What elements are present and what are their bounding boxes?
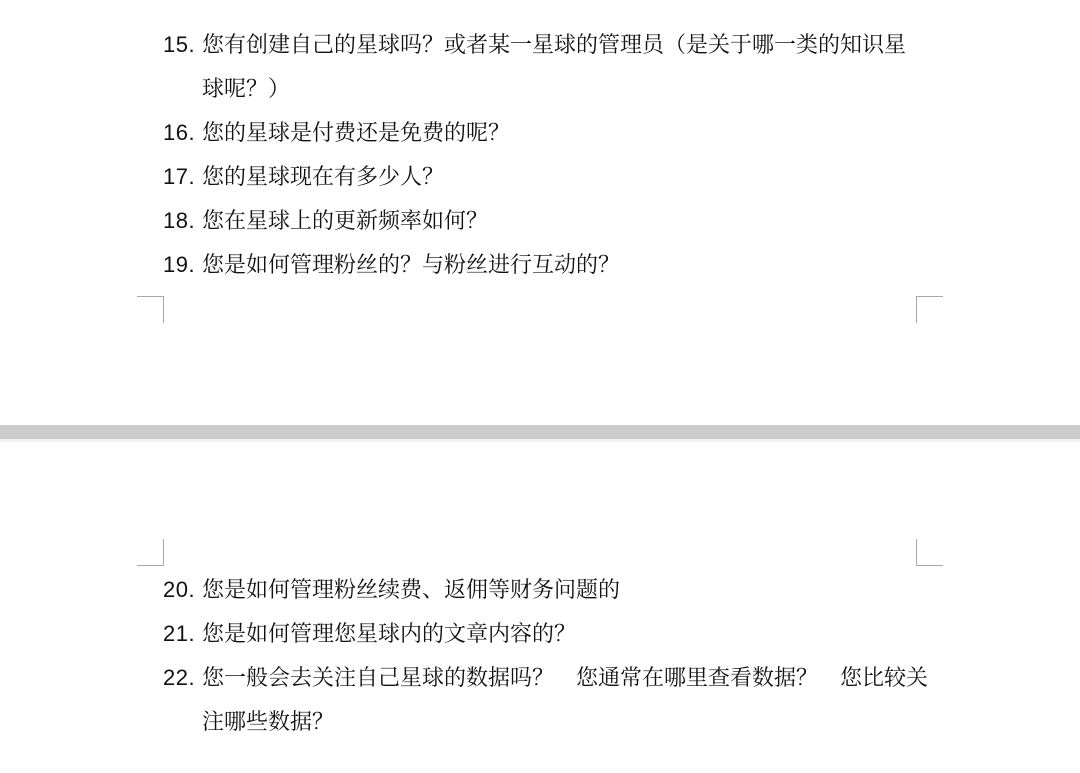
question-number: 18. [163,208,196,233]
question-number: 15. [163,32,196,57]
question-item [163,155,906,199]
question-number: 21. [163,621,196,646]
text-boundary-mark-top-left [137,539,164,566]
question-item [163,199,906,243]
question-line: 注哪些数据？ [202,709,335,734]
question-item [163,612,928,656]
question-text [202,568,928,612]
question-line: 您是如何管理您星球内的文章内容的？ [202,621,577,646]
question-line: 您的星球现在有多少人？ [202,164,445,189]
question-number: 17. [163,164,196,189]
question-line: 您一般会去关注自己星球的数据吗？ 您通常在哪里查看数据？ 您比较关 [202,665,929,690]
question-text [202,243,906,287]
question-text [202,111,906,155]
question-text [202,155,906,199]
question-number: 16. [163,120,196,145]
question-text [202,23,906,111]
text-boundary-mark-bottom-left [137,296,164,323]
question-line: 球呢？） [202,76,291,101]
question-list-page-2 [163,568,928,744]
question-text [202,656,928,744]
question-line: 您是如何管理粉丝续费、返佣等财务问题的 [202,577,621,602]
question-number: 22. [163,665,196,690]
question-text [202,612,928,656]
text-boundary-mark-bottom-right [916,296,943,323]
question-line: 您在星球上的更新频率如何？ [202,208,489,233]
question-line: 您是如何管理粉丝的？与粉丝进行互动的？ [202,252,621,277]
question-text [202,199,906,243]
question-item [163,111,906,155]
question-item [163,568,928,612]
question-item [163,243,906,287]
question-number: 20. [163,577,196,602]
question-number: 19. [163,252,196,277]
question-item [163,656,928,744]
text-boundary-mark-top-right [916,539,943,566]
question-line: 您的星球是付费还是免费的呢？ [202,120,511,145]
page-break-gap [0,425,1080,439]
question-item [163,23,906,111]
question-list-page-1 [163,23,906,287]
question-line: 您有创建自己的星球吗？或者某一星球的管理员（是关于哪一类的知识星 [202,32,907,57]
